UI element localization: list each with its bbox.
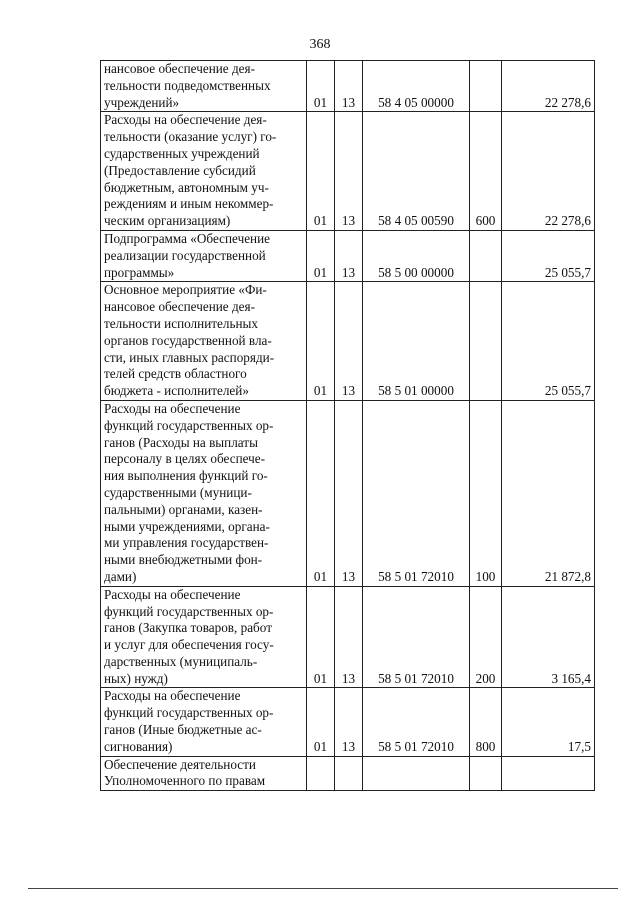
subsection-code: 13: [335, 282, 363, 401]
subsection-code: 13: [335, 230, 363, 281]
expense-type-code: 200: [470, 586, 502, 688]
target-code: 58 5 01 72010: [363, 586, 470, 688]
target-code: 58 5 01 72010: [363, 400, 470, 586]
table-row: [101, 61, 595, 112]
expense-type-code: 800: [470, 688, 502, 756]
row-name: Расходы на обеспечение функций государственных ор- ганов (Закупка товаров, работ и услуг для обеспечения госу- дарственных (муниципаль- ных) нужд): [101, 586, 307, 688]
section-code: 01: [307, 400, 335, 586]
expense-type-code: [470, 756, 502, 791]
section-code: 01: [307, 586, 335, 688]
subsection-code: 13: [335, 688, 363, 756]
page-number: 368: [309, 37, 331, 52]
target-code: 58 5 00 00000: [363, 230, 470, 281]
amount: 25 055,7: [502, 282, 595, 401]
table-row: [101, 230, 595, 281]
row-name: Подпрограмма «Обеспечение реализации государственной программы»: [101, 230, 307, 281]
target-code: 58 4 05 00590: [363, 112, 470, 231]
row-name: Расходы на обеспечение функций государственных ор- ганов (Иные бюджетные ас- сигнования): [101, 688, 307, 756]
subsection-code: 13: [335, 61, 363, 112]
amount: 21 872,8: [502, 400, 595, 586]
section-code: 01: [307, 688, 335, 756]
section-code: 01: [307, 112, 335, 231]
amount: 17,5: [502, 688, 595, 756]
target-code: 58 5 01 00000: [363, 282, 470, 401]
footer-divider: [28, 888, 618, 889]
amount: 25 055,7: [502, 230, 595, 281]
target-code: 58 5 01 72010: [363, 688, 470, 756]
section-code: 01: [307, 230, 335, 281]
budget-table: [100, 60, 595, 791]
subsection-code: 13: [335, 586, 363, 688]
expense-type-code: [470, 282, 502, 401]
table-row: [101, 282, 595, 401]
target-code: [363, 756, 470, 791]
row-name: Основное мероприятие «Фи- нансовое обеспечение дея- тельности исполнительных органов государственной вла- сти, иных главных распоряди- телей средств областного бюджета - исполнителей»: [101, 282, 307, 401]
table-row: [101, 756, 595, 791]
target-code: 58 4 05 00000: [363, 61, 470, 112]
table-row: [101, 400, 595, 586]
section-code: [307, 756, 335, 791]
section-code: 01: [307, 61, 335, 112]
table-row: [101, 688, 595, 756]
section-code: 01: [307, 282, 335, 401]
subsection-code: 13: [335, 400, 363, 586]
row-name: Обеспечение деятельности Уполномоченного по правам: [101, 756, 307, 791]
table-row: [101, 112, 595, 231]
expense-type-code: 600: [470, 112, 502, 231]
expense-type-code: 100: [470, 400, 502, 586]
amount: 3 165,4: [502, 586, 595, 688]
amount: 22 278,6: [502, 61, 595, 112]
table-row: [101, 586, 595, 688]
row-name: Расходы на обеспечение функций государственных ор- ганов (Расходы на выплаты персоналу в целях обеспече- ния выполнения функций го- сударственными (муници- пальными) органами, казен- ными учреждениями, органа- ми управления государствен- ными внебюджетными фон- дами): [101, 400, 307, 586]
expense-type-code: [470, 230, 502, 281]
subsection-code: 13: [335, 112, 363, 231]
row-name: Расходы на обеспечение дея- тельности (оказание услуг) го- сударственных учреждений (Предоставление субсидий бюджетным, автономным уч- реждениям и иным некоммер- ческим организациям): [101, 112, 307, 231]
amount: 22 278,6: [502, 112, 595, 231]
subsection-code: [335, 756, 363, 791]
row-name: нансовое обеспечение дея- тельности подведомственных учреждений»: [101, 61, 307, 112]
amount: [502, 756, 595, 791]
expense-type-code: [470, 61, 502, 112]
